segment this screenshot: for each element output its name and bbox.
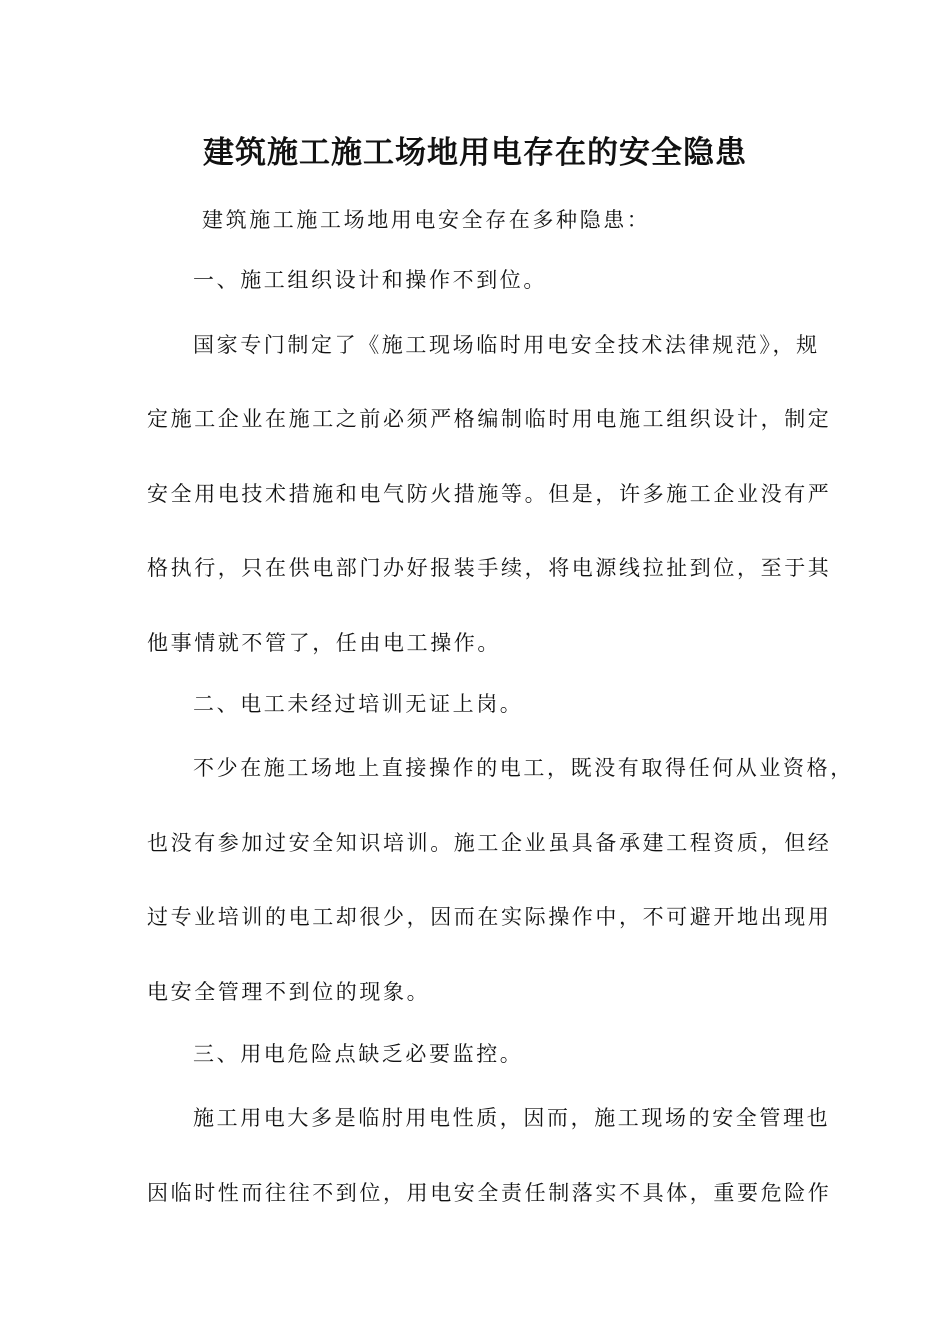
paragraph-line: 国家专门制定了《施工现场临时用电安全技术法律规范》，规	[193, 333, 820, 357]
paragraph-line: 格执行，只在供电部门办好报装手续，将电源线拉扯到位，至于其	[147, 556, 832, 580]
paragraph-line: 定施工企业在施工之前必须严格编制临时用电施工组织设计，制定	[147, 407, 832, 431]
section-heading-2: 二、电工未经过培训无证上岗。	[193, 692, 524, 716]
paragraph-line: 施工用电大多是临肘用电性质，因而，施工现场的安全管理也	[193, 1106, 831, 1130]
paragraph-line: 安全用电技术措施和电气防火措施等。但是，许多施工企业没有严	[147, 482, 832, 506]
intro-line: 建筑施工施工场地用电安全存在多种隐患：	[202, 208, 651, 232]
paragraph-line: 他事情就不管了，任由电工操作。	[147, 631, 501, 655]
paragraph-line: 也没有参加过安全知识培训。施工企业虽具备承建工程资质，但经	[147, 831, 832, 855]
document-title: 建筑施工施工场地用电存在的安全隐患	[203, 135, 747, 171]
paragraph-line: 不少在施工场地上直接操作的电工，既没有取得任何从业资格，	[193, 756, 854, 780]
section-heading-1: 一、施工组织设计和操作不到位。	[193, 268, 547, 292]
paragraph-line: 因临时性而往往不到位，用电安全责任制落实不具体，重要危险作	[147, 1181, 832, 1205]
section-heading-3: 三、用电危险点缺乏必要监控。	[193, 1042, 524, 1066]
paragraph-line: 过专业培训的电工却很少，因而在实际操作中，不可避开地出现用	[147, 905, 832, 929]
paragraph-line: 电安全管理不到位的现象。	[147, 980, 431, 1004]
